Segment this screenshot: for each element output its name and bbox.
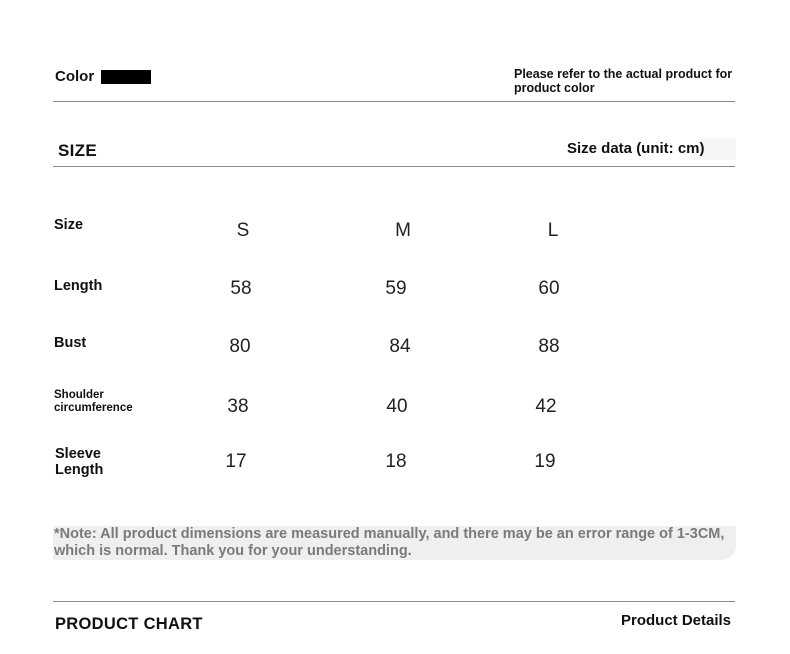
size-subtitle-background [700,138,736,160]
cell-shoulder-m: 40 [386,396,408,417]
cell-length-s: 58 [230,278,252,299]
color-swatch [101,70,151,84]
color-label: Color [55,68,95,85]
size-title: SIZE [58,141,97,160]
row-label-size: Size [54,217,84,233]
row-label-sleeve-line2: Length [55,462,104,478]
row-label-shoulder [54,389,133,415]
row-label-shoulder-line1: Shoulder [54,389,104,401]
divider-size [53,166,735,167]
cell-shoulder-s: 38 [227,396,249,417]
row-label-length: Length [54,278,103,294]
cell-length-m: 59 [385,278,407,299]
cell-bust-l: 88 [538,336,560,357]
row-label-bust: Bust [54,335,87,351]
row-label-sleeve [55,446,103,478]
divider-footer [53,601,735,602]
size-s: S [236,220,250,241]
row-label-shoulder-line2: circumference [54,402,133,414]
size-m: M [395,220,411,241]
product-chart-title: PRODUCT CHART [55,615,203,633]
product-details-label: Product Details [621,612,732,629]
cell-sleeve-s: 17 [225,451,247,472]
cell-bust-m: 84 [389,336,411,357]
cell-sleeve-l: 19 [534,451,556,472]
size-subtitle: Size data (unit: cm) [567,140,705,157]
cell-bust-s: 80 [229,336,251,357]
measurement-note: *Note: All product dimensions are measured manually, and there may be an error range of 1-3CM, which is normal. Thank you for your understanding. [54,526,725,559]
divider-color [53,101,735,102]
size-l: L [547,220,559,241]
row-label-sleeve-line1: Sleeve [55,446,101,462]
color-note: Please refer to the actual product for product color [514,67,733,95]
cell-length-l: 60 [538,278,560,299]
cell-sleeve-m: 18 [385,451,407,472]
cell-shoulder-l: 42 [535,396,557,417]
